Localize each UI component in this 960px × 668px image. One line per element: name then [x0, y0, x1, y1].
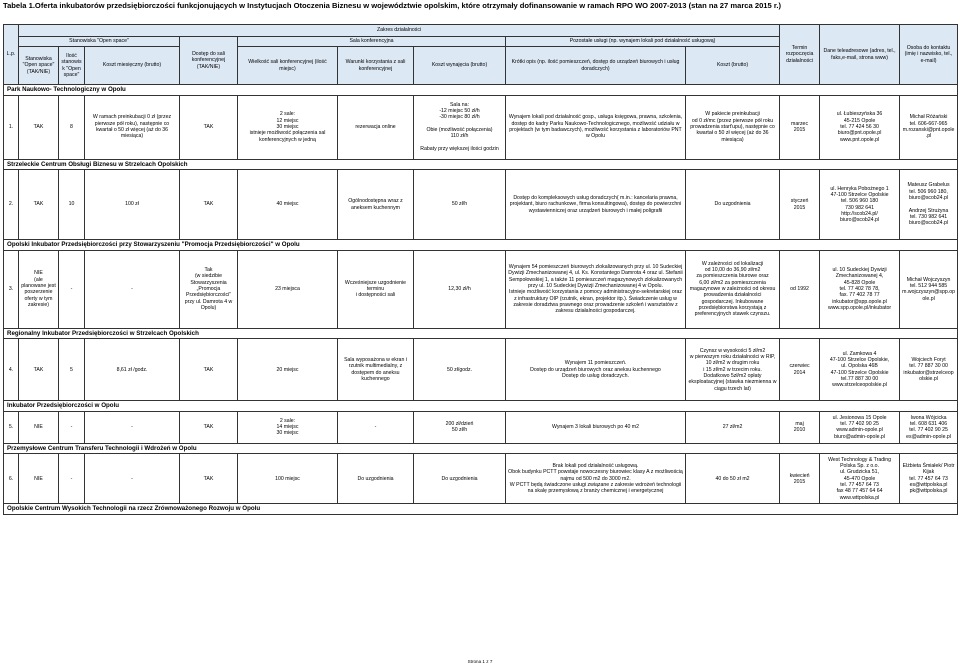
section-row: [4, 85, 958, 96]
table-row: [4, 250, 958, 328]
header-pozostale-group: Pozostałe usługi (np. wynajem lokali pod działalność usługową): [506, 37, 780, 47]
stanowiska-cell: -: [59, 411, 85, 443]
stanowiska-cell: 5: [59, 339, 85, 401]
dane-teleadresowe-cell: ul. Jesionowa 15 Opole tel. 77 402 90 25 www.admin-opole.pl biuro@admin-opole.pl: [820, 411, 900, 443]
open-space-cell: TAK: [19, 170, 59, 240]
koszt-wynajecia-cell: 200 zł/dzień 50 zł/h: [414, 411, 506, 443]
header-koszt-miesieczny: Koszt miesięczny (brutto): [85, 47, 180, 85]
table-row: [4, 411, 958, 443]
wielkosc-sali-cell: 20 miejsc: [238, 339, 338, 401]
termin-cell: od 1992: [780, 250, 820, 328]
stanowiska-cell: 8: [59, 95, 85, 159]
incubator-offer-table: [3, 24, 958, 515]
stanowiska-cell: 10: [59, 170, 85, 240]
dostep-sali-cell: TAK: [180, 454, 238, 504]
koszt-wynajecia-cell: 12,30 zł/h: [414, 250, 506, 328]
page-footer: Strona 1 z 7: [467, 659, 493, 664]
header-termin: Termin rozpoczęcia działalności: [780, 25, 820, 85]
table-row: [4, 95, 958, 159]
dane-teleadresowe-cell: ul. Henryka Pobożnego 1 47-100 Strzelce Opolskie tel. 506 960 180 730 982 641 http://scob24.pl/ biuro@scob24.pl: [820, 170, 900, 240]
opis-cell: Wynajem 3 lokali biurowych po 40 m2: [506, 411, 686, 443]
osoba-kontakt-cell: Mateusz Grabelus tel. 506 960 180, biuro@scob24.pl Andrzej Strużyna tel. 730 982 641 biuro@scob24.pl: [900, 170, 958, 240]
dostep-sali-cell: TAK: [180, 170, 238, 240]
section-title: Regionalny Inkubator Przedsiębiorczości w Strzelcach Opolskich: [4, 328, 958, 339]
dane-teleadresowe-cell: ul. Łubieszyńska 36 45-215 Opole tel. 77 424 56 30 biuro@pnt.opole.pl www.pnt.opole.pl: [820, 95, 900, 159]
osoba-kontakt-cell: Iwona Wójcicka tel. 608 631 406 tel. 77 402 90 25 es@admin-opole.pl: [900, 411, 958, 443]
wielkosc-sali-cell: 40 miejsc: [238, 170, 338, 240]
open-space-cell: TAK: [19, 339, 59, 401]
header-wielkosc-sali: Wielkość sali konferencyjnej (ilość miejsc): [238, 47, 338, 85]
dane-teleadresowe-cell: West Technology & Trading Polska Sp. z o.o. ul. Grudzicka 51, 45-470 Opole tel. 77 457 64 73 fax 48 77 457 64 64 www.wttpolska.pl: [820, 454, 900, 504]
header-warunki: Warunki korzystania z sali konferencyjnej: [338, 47, 414, 85]
header-ilosc-stanowisk: Ilość stanowisk "Open space": [59, 47, 85, 85]
section-title: Opolskie Centrum Wysokich Technologii na rzecz Zrównoważonego Rozwoju w Opolu: [4, 504, 958, 515]
section-title: Opolski Inkubator Przedsiębiorczości przy Stowarzyszeniu "Promocja Przedsiębiorczości" w Opolu: [4, 240, 958, 251]
section-title: Inkubator Przedsiębiorczości w Opolu: [4, 401, 958, 412]
lp-cell: 1.: [4, 95, 19, 159]
wielkosc-sali-cell: 100 miejsc: [238, 454, 338, 504]
section-title: Przemysłowe Centrum Transferu Technologii i Wdrożeń w Opolu: [4, 443, 958, 454]
table-row: [4, 454, 958, 504]
dostep-sali-cell: TAK: [180, 339, 238, 401]
koszt-cell: 40 do 50 zł m2: [686, 454, 780, 504]
koszt-cell: W pakiecie preinkubacji od 0 zł/mc (przez pierwsze pół roku prowadzenia start'upu), następnie co kwartał o 50 zł więcej (aż do 36 miesiąca): [686, 95, 780, 159]
table-row: [4, 170, 958, 240]
section-row: [4, 443, 958, 454]
dostep-sali-cell: TAK: [180, 411, 238, 443]
lp-cell: 4.: [4, 339, 19, 401]
koszt-miesieczny-cell: W ramach preinkubacji 0 zł (przez pierwsze pół roku), następnie co kwartał o 50 zł więcej (aż do 36 miesiąca): [85, 95, 180, 159]
stanowiska-cell: -: [59, 250, 85, 328]
koszt-miesieczny-cell: 100 zł: [85, 170, 180, 240]
koszt-miesieczny-cell: -: [85, 454, 180, 504]
dostep-sali-cell: Tak (w siedzibie Stowarzyszenia „Promocja Przedsiębiorczości” przy ul. Damrota 4 w Opolu): [180, 250, 238, 328]
koszt-wynajecia-cell: 50 zł/godz.: [414, 339, 506, 401]
warunki-cell: -: [338, 411, 414, 443]
section-title: Park Naukowo- Technologiczny w Opolu: [4, 85, 958, 96]
termin-cell: marzec 2015: [780, 95, 820, 159]
opis-cell: Wynajem 54 pomieszczeń biurowych zlokalizowanych przy ul. 10 Sudeckiej Dywizji Zmechanizowanej 4, ul. Ks. Konstantego Damrota 4 oraz ul. Stefanii Sempołowskiej 1, a także 11 pomieszczeń magazynowych zlokalizowanych przy ul. 10 Sudeckiej Dywizji Zmechanizowanej 4 w Opolu. Istnieje możliwość korzystania z pomocy administracyjno-sekretarskiej oraz z infrastruktury OIP (rzutnik, ekran, projektor itp.). Świadczenie usług w zakresie doradztwa prawnego oraz prowadzenie szkoleń i warsztatów z zakresu działalności gospodarczej.: [506, 250, 686, 328]
dostep-sali-cell: TAK: [180, 95, 238, 159]
dane-teleadresowe-cell: ul. 10 Sudeckiej Dywizji Zmechanizowanej 4, 45-828 Opole tel. 77 402 78 78, fax. 77 402 78 77 inkubator@spp.opole.pl www.spp.opole.pl/inkubator: [820, 250, 900, 328]
header-koszt-brutto: Koszt (brutto): [686, 47, 780, 85]
section-title: Strzeleckie Centrum Obsługi Biznesu w Strzelcach Opolskich: [4, 159, 958, 170]
warunki-cell: Do uzgodnienia: [338, 454, 414, 504]
header-lp: L.p.: [4, 25, 19, 85]
header-stanowiska-col: Stanowiska "Open space" (TAK/NIE): [19, 47, 59, 85]
osoba-kontakt-cell: Wojciech Foryt tel. 77 887 30 00 inkubator@strzelceopolskie.pl: [900, 339, 958, 401]
koszt-cell: Do uzgodnienia: [686, 170, 780, 240]
header-zakres: Zakres działalności: [19, 25, 780, 37]
lp-cell: 5.: [4, 411, 19, 443]
opis-cell: Wynajem 11 pomieszczeń. Dostęp do urządzeń biurowych oraz aneksu kuchennego Dostęp do usług doradczych.: [506, 339, 686, 401]
wielkosc-sali-cell: 2 sale: 14 miejsc 30 miejsc: [238, 411, 338, 443]
warunki-cell: Sala wyposażona w ekran i rzutnik multimedialny, z dostępem do aneksu kuchennego: [338, 339, 414, 401]
osoba-kontakt-cell: Michał Wojczyszyn tel. 512 944 585 m.wojczyszyn@spp.opole.pl: [900, 250, 958, 328]
koszt-wynajecia-cell: Do uzgodnienia: [414, 454, 506, 504]
section-row: [4, 240, 958, 251]
header-dostep-sali: Dostęp do sali konferencyjnej (TAK/NIE): [180, 37, 238, 85]
stanowiska-cell: -: [59, 454, 85, 504]
lp-cell: 2.: [4, 170, 19, 240]
koszt-wynajecia-cell: Sala na: -12 miejsc 50 zł/h -30 miejsc 80 zł/h Obie (możliwość połączenia) 110 zł/h Rabaty przy większej ilości godzin: [414, 95, 506, 159]
open-space-cell: NIE: [19, 411, 59, 443]
koszt-cell: 27 zł/m2: [686, 411, 780, 443]
open-space-cell: NIE (ale planowane jest poszerzenie oferty w tym zakresie): [19, 250, 59, 328]
termin-cell: maj 2010: [780, 411, 820, 443]
header-osoba-kontakt: Osoba do kontaktu (imię i nazwisko, tel., e-mail): [900, 25, 958, 85]
section-row: [4, 159, 958, 170]
opis-cell: Brak lokali pod działalność usługową. Obok budynku PCTT powstaje nowoczesny biurowiec klasy A z możliwością najmu od 500 m2 do 3000 m2. W PCTT będą świadczone usługi związane z zakresie wdrożeń technologii na skalę przemysłową z branży chemicznej i energetycznej: [506, 454, 686, 504]
header-dane-teleadresowe: Dane teleadresowe (adres, tel., faks,e-mail, strona www): [820, 25, 900, 85]
opis-cell: Wynajem lokali pod działalność gosp., usługa księgowa, prawna, szkolenia, dostęp do kadry Parku Naukowo-Technologicznego, możliwość udziału w projektach (w tym badawczych), możliwość korzystania z laboratoriów PNT w Opolu: [506, 95, 686, 159]
section-row: [4, 401, 958, 412]
header-stanowiska-group: Stanowiska "Open space": [19, 37, 180, 47]
wielkosc-sali-cell: 2 sale: 12 miejsc 30 miejsc istnieje możliwość połączenia sal konferencyjnych w jedną: [238, 95, 338, 159]
opis-cell: Dostęp do kompleksowych usług doradczych( m.in.: kancelaria prawna, projektant, biuro rachunkowe, firma konsultingowa), dostęp do powierzchni wystawienniczej oraz urządzeń biurowych i małej poligrafii: [506, 170, 686, 240]
termin-cell: kwiecień 2015: [780, 454, 820, 504]
wielkosc-sali-cell: 23 miejsca: [238, 250, 338, 328]
koszt-wynajecia-cell: 50 zł/h: [414, 170, 506, 240]
osoba-kontakt-cell: Michał Różański tel. 606-667-965 m.rozanski@pnt.opole.pl: [900, 95, 958, 159]
dane-teleadresowe-cell: ul. Zamkowa 4 47-100 Strzelce Opolskie, ul. Opolska 46B 47-100 Strzelce Opolskie tel.77 887 30 00 www.strzelceopolskie.pl: [820, 339, 900, 401]
section-row: [4, 328, 958, 339]
warunki-cell: rezerwacja online: [338, 95, 414, 159]
warunki-cell: Ogólnodostępna wraz z aneksem kuchennym: [338, 170, 414, 240]
open-space-cell: NIE: [19, 454, 59, 504]
koszt-miesieczny-cell: -: [85, 411, 180, 443]
termin-cell: styczeń 2015: [780, 170, 820, 240]
osoba-kontakt-cell: Elżbieta Śmiałek/ Piotr Kijak tel. 77 457 64 73 es@wttpolska.pl pk@wttpolska.pl: [900, 454, 958, 504]
header-krotki-opis: Krótki opis (np. ilość pomieszczeń, dostęp do urządzeń biurowych i usług doradczych): [506, 47, 686, 85]
header-koszt-wynajecia: Koszt wynajęcia (brutto): [414, 47, 506, 85]
page-title: Tabela 1.Oferta inkubatorów przedsiębiorczości funkcjonujących w Instytucjach Otoczenia Biznesu w województwie opolskim, które otrzymały dofinansowanie w ramach RPO WO 2007-2013 (stan na 27 marca 2015 r.): [3, 1, 782, 10]
koszt-miesieczny-cell: -: [85, 250, 180, 328]
table-row: [4, 339, 958, 401]
section-row: [4, 504, 958, 515]
warunki-cell: Wcześniejsze uzgodnienie terminu i dostępności sali: [338, 250, 414, 328]
termin-cell: czerwiec 2014: [780, 339, 820, 401]
lp-cell: 3.: [4, 250, 19, 328]
open-space-cell: TAK: [19, 95, 59, 159]
koszt-cell: W zależności od lokalizacji od 10,00 do 36,90 zł/m2 za pomieszczenia biurowe oraz 6,00 zł/m2 za pomieszczenia magazynowe w zależności od okresu prowadzenia działalności gospodarczej. Inkubowane przedsiębiorstwa korzystają z preferencyjnych stawek czynszu.: [686, 250, 780, 328]
header-sala-group: Sala konferencyjna: [238, 37, 506, 47]
koszt-cell: Czynsz w wysokości 5 zł/m2 w pierwszym roku działalności w RIP, 10 zł/m2 w drugim roku i 15 zł/m2 w trzecim roku. Dodatkowo 5zł/m2 opłaty eksploatacyjnej (stawka niezmienna w ciągu trzech lat): [686, 339, 780, 401]
koszt-miesieczny-cell: 8,61 zł /godz.: [85, 339, 180, 401]
lp-cell: 6.: [4, 454, 19, 504]
